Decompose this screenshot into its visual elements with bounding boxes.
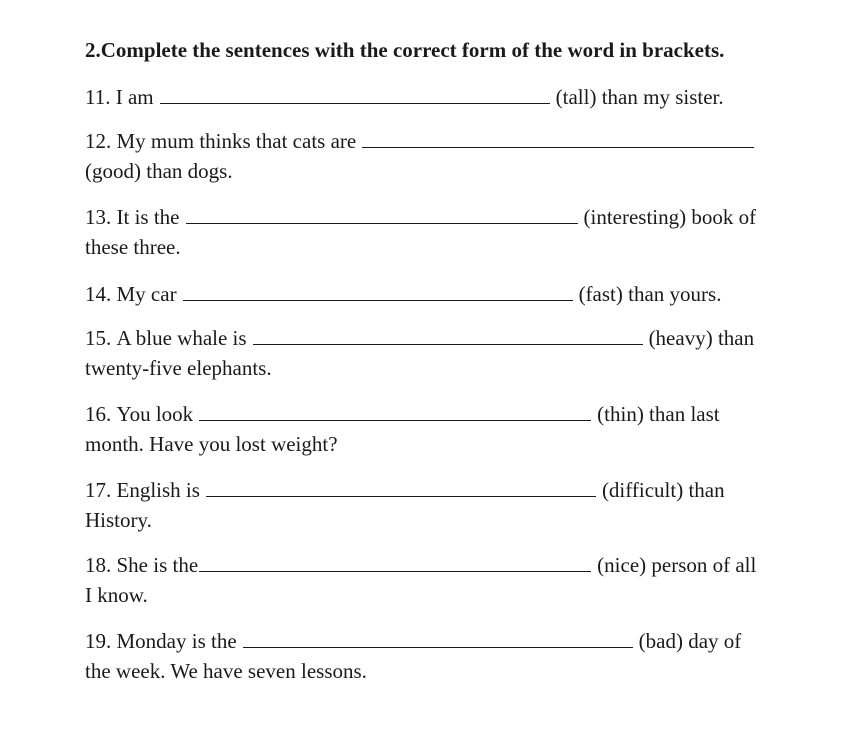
exercise-continuation — [85, 429, 785, 459]
item-number: 18. — [85, 553, 112, 577]
exercise-continuation — [85, 353, 785, 383]
sentence-end: (fast) than yours. — [578, 282, 722, 306]
exercise-line — [85, 82, 785, 112]
exercise-item-13 — [85, 202, 785, 262]
sentence-continuation: these three. — [85, 235, 181, 259]
sentence-continuation: (good) than dogs. — [85, 159, 233, 183]
sentence-start: Monday is the — [116, 629, 237, 653]
exercise-item-19 — [85, 626, 785, 686]
exercise-continuation — [85, 505, 785, 535]
sentence-start: My car — [116, 282, 177, 306]
exercise-item-17 — [85, 475, 785, 535]
exercise-line — [85, 550, 785, 580]
exercise-line — [85, 202, 785, 232]
sentence-start: I am — [115, 85, 154, 109]
exercise-item-12 — [85, 126, 785, 186]
sentence-continuation: month. Have you lost weight? — [85, 432, 338, 456]
sentence-start: English is — [116, 478, 200, 502]
sentence-start: You look — [116, 402, 194, 426]
exercise-item-16 — [85, 399, 785, 459]
exercise-item-11 — [85, 82, 785, 112]
exercise-item-18 — [85, 550, 785, 610]
sentence-end: (bad) day of — [638, 629, 742, 653]
sentence-continuation: History. — [85, 508, 152, 532]
answer-blank[interactable] — [243, 629, 633, 648]
item-number: 13. — [85, 205, 112, 229]
exercise-continuation — [85, 656, 785, 686]
exercise-line — [85, 279, 785, 309]
sentence-end: (heavy) than — [648, 326, 755, 350]
sentence-end: (interesting) book of — [583, 205, 757, 229]
exercise-continuation — [85, 156, 785, 186]
exercise-item-15 — [85, 323, 785, 383]
item-number: 12. — [85, 129, 112, 153]
exercise-line — [85, 126, 785, 156]
sentence-continuation: the week. We have seven lessons. — [85, 659, 367, 683]
exercise-line — [85, 399, 785, 429]
sentence-start: My mum thinks that cats are — [116, 129, 357, 153]
answer-blank[interactable] — [183, 282, 573, 301]
sentence-start: It is the — [116, 205, 180, 229]
answer-blank[interactable] — [160, 85, 550, 104]
item-number: 11. — [85, 85, 111, 109]
exercise-line — [85, 475, 785, 505]
answer-blank[interactable] — [362, 129, 754, 148]
answer-blank[interactable] — [199, 402, 591, 421]
exercise-continuation — [85, 580, 785, 610]
item-number: 16. — [85, 402, 112, 426]
sentence-end: (tall) than my sister. — [555, 85, 724, 109]
exercise-item-14 — [85, 279, 785, 309]
sentence-continuation: I know. — [85, 583, 148, 607]
sentence-end: (thin) than last — [597, 402, 720, 426]
sentence-start: A blue whale is — [116, 326, 247, 350]
sentence-end: (nice) person of all — [597, 553, 757, 577]
exercise-line — [85, 323, 785, 353]
sentence-end: (difficult) than — [601, 478, 725, 502]
item-number: 19. — [85, 629, 112, 653]
item-number: 14. — [85, 282, 112, 306]
answer-blank[interactable] — [206, 478, 596, 497]
item-number: 15. — [85, 326, 112, 350]
answer-blank[interactable] — [199, 553, 591, 572]
exercise-title: 2.Complete the sentences with the correct form of the word in brackets. — [85, 38, 725, 62]
answer-blank[interactable] — [186, 205, 578, 224]
sentence-start: She is the — [116, 553, 199, 577]
exercise-line — [85, 626, 785, 656]
answer-blank[interactable] — [253, 326, 643, 345]
exercise-continuation — [85, 232, 785, 262]
item-number: 17. — [85, 478, 112, 502]
sentence-continuation: twenty-five elephants. — [85, 356, 272, 380]
